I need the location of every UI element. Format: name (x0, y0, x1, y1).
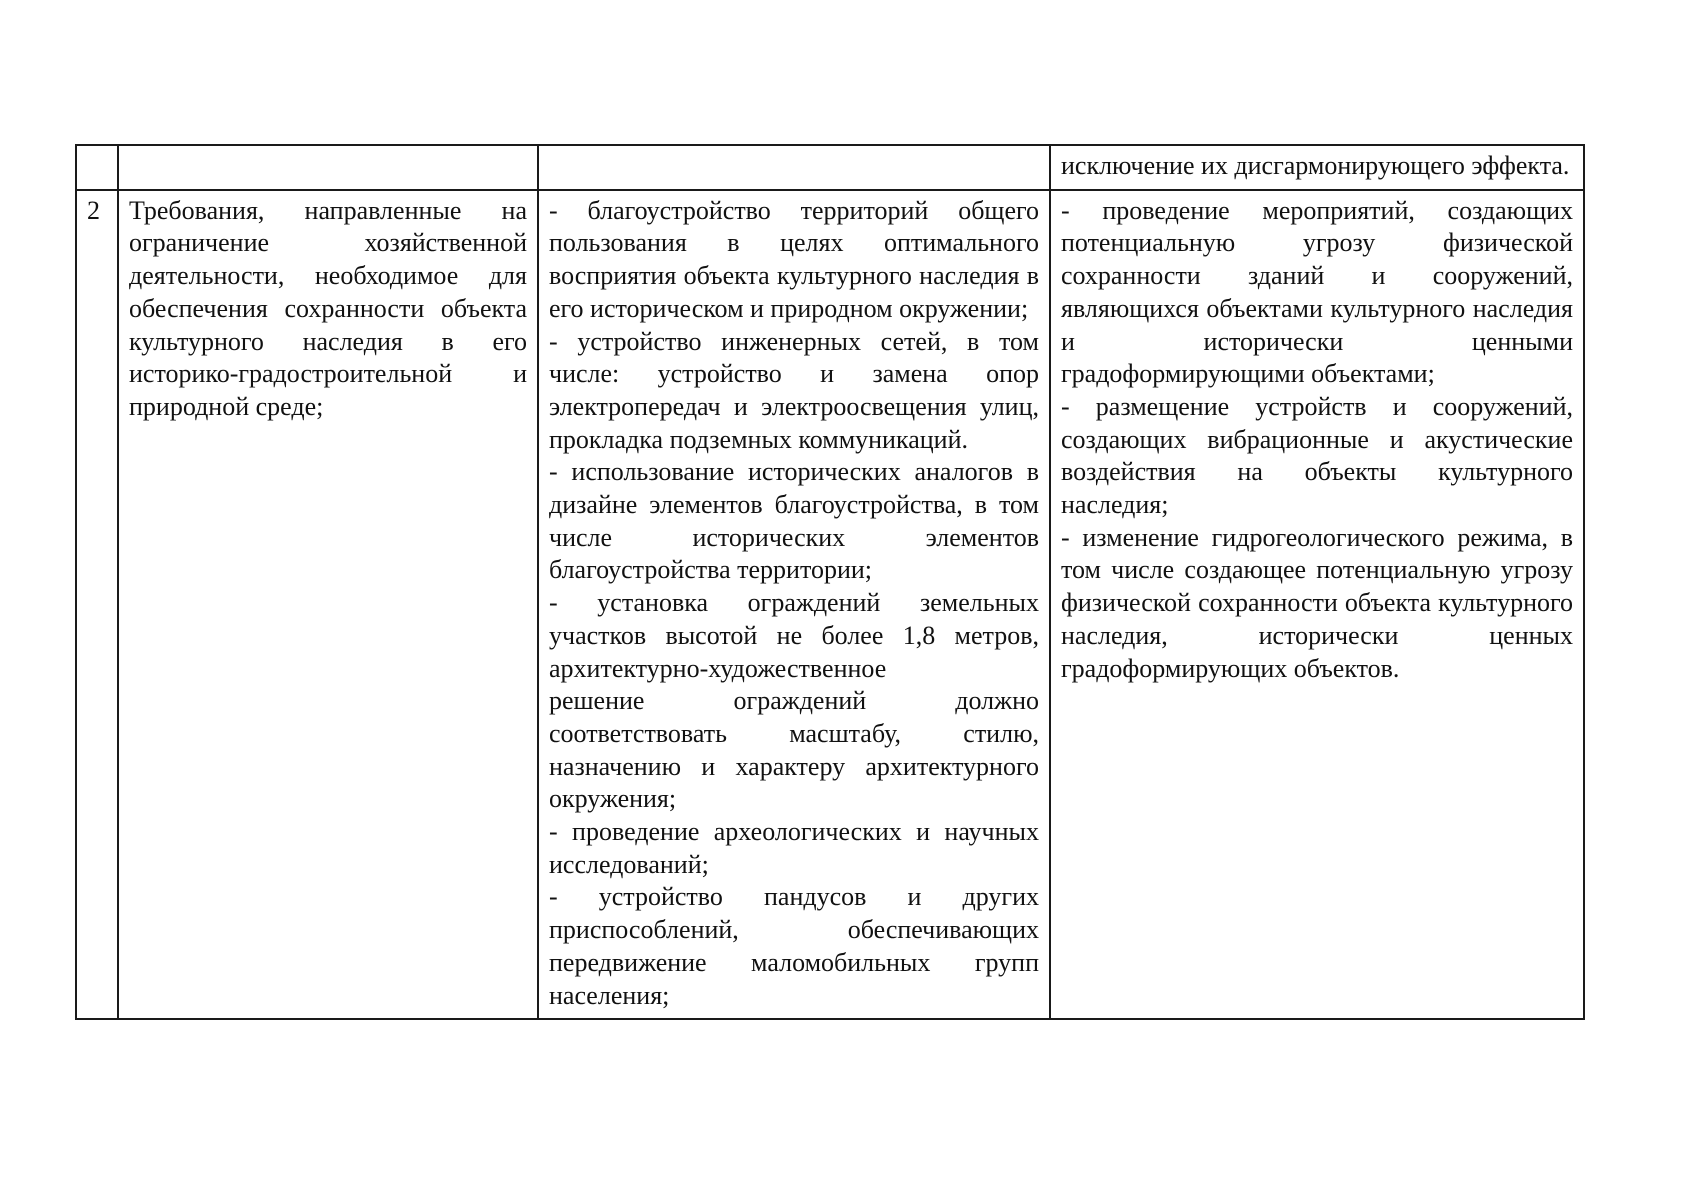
cell-text: исключение их дисгармонирующего эффекта. (1061, 151, 1570, 180)
list-item: - размещение устройств и сооружений, создающих вибрационные и акустические воздействия на объекты культурного наследия; (1061, 391, 1573, 520)
list-item: - проведение мероприятий, создающих потенциальную угрозу физической сохранности зданий и сооружений, являющихся объектами культурного наследия и исторически ценными градоформирующими объектами; (1061, 195, 1573, 389)
table-cell-continuation (1050, 145, 1584, 190)
row-number-cell (76, 145, 118, 190)
requirement-title: Требования, направленные на ограничение хозяйственной деятельности, необходимое для обеспечения сохранности объекта культурного наследия в его историко-градостроительной и природной среде; (129, 195, 527, 421)
list-item: - благоустройство территорий общего пользования в целях оптимального восприятия объекта культурного наследия в его историческом и природном окружении; (549, 195, 1039, 323)
table-cell (538, 145, 1050, 190)
row-number-cell: 2 (76, 190, 118, 1020)
requirements-table (75, 144, 1585, 1020)
list-item: - проведение археологических и научных исследований; (549, 817, 1039, 879)
table-row (76, 190, 1584, 1020)
list-item: - устройство инженерных сетей, в том числе: устройство и замена опор электропередач и электроосвещения улиц, прокладка подземных коммуникаций. (549, 326, 1039, 454)
requirement-title-cell (118, 190, 538, 1020)
list-item: - установка ограждений земельных участков высотой не более 1,8 метров, архитектурно-художественное (549, 588, 1039, 683)
permitted-activities-cell (538, 190, 1050, 1020)
list-item: - изменение гидрогеологического режима, в том числе создающее потенциальную угрозу физической сохранности объекта культурного наследия, исторически ценных градоформирующих объектов. (1061, 522, 1573, 683)
list-item: - устройство пандусов и других приспособлений, обеспечивающих передвижение маломобильных групп населения; (549, 882, 1039, 1010)
prohibited-activities-cell (1050, 190, 1584, 1020)
list-item: решение ограждений должно соответствовать масштабу, стилю, назначению и характеру архитектурного окружения; (549, 686, 1039, 814)
table-cell (118, 145, 538, 190)
table-row (76, 145, 1584, 190)
list-item: - использование исторических аналогов в дизайне элементов благоустройства, в том числе исторических элементов благоустройства территории; (549, 457, 1039, 585)
